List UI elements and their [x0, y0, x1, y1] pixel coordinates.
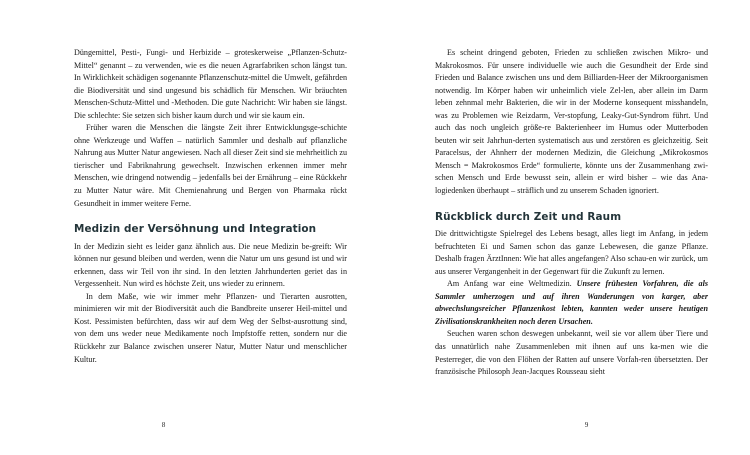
page-number-right: 9 [584, 421, 589, 429]
paragraph: Seuchen waren schon deswegen unbekannt, weil sie vor allem über Tiere und das unnatürlich nahe Zusammenleben mit ihnen auf uns ka-men wie die Pesterreger, die von den Flöhen der Ratten auf unsere Vorfah-ren übersetzten. Der französische Philosoph Jean-Jacques Rousseau sieht [435, 329, 708, 377]
paragraph-lead-text: Am Anfang war eine Weltmedizin. [447, 279, 577, 289]
paragraph-with-emphasis [435, 278, 708, 328]
paragraph: Es scheint dringend geboten, Frieden zu schließen zwischen Mikro- und Makrokosmos. Für unsere individuelle wie auch die Gesundheit der Erde sind Frieden und Balance zwischen uns und dem Billiarden-Heer der Mikroorganismen notwendig. Im Körper haben wir unheimlich viele Zel-len, aber allein im Darm leben zehnmal mehr Bakterien, die wir in der Moderne konsequent misshandeln, was zu Problemen wie Reizdarm, Ver-stopfung, Leaky-Gut-Syndrom führt. Und auch das noch ungleich größe-re Bakterienheer im Humus oder Mutterboden beuten wir seit Jahrhun-derten systematisch aus und zerstören es gleichzeitig. Seit Paracelsus, der Ahnherr der modernen Medizin, die Gleichung „Mikrokosmos Mensch = Makrokosmos Erde“ formulierte, könnte uns der Zusammenhang zwi-schen Mensch und Erde bewusst sein, allein er wird bisher – wie das Ana-logiedenken überhaupt – sträflich und zu unserem Schaden ignoriert. [435, 48, 708, 196]
paragraph: Die drittwichtigste Spielregel des Lebens besagt, alles liegt im Anfang, in jedem befruchteten Ei und Samen schon das ganze Lebewesen, die ganze Pflanze. Deshalb fragen ÄrztInnen: Wie hat alles angefangen? Also schau-en wir zurück, um aus unserer Vergangenheit in der Gegenwart für die Zukunft zu lernen. [435, 229, 708, 276]
section-heading: Rückblick durch Zeit und Raum [435, 210, 622, 223]
paragraph: Düngemittel, Pesti-, Fungi- und Herbizide – groteskerweise „Pflanzen-Schutz-Mittel“ genannt – zu verwenden, wie es die neuen Agrarfabriken schon längst tun. In Wirklichkeit schädigen sogenannte Pflanzenschutz-mittel die Umwelt, gefährden die Biodiversität und sind ungesund bis schädlich für Menschen. Wir bräuchten Menschen-Schutz-Mittel und -Methoden. Die gute Nachricht: Wir haben sie längst. Die schlechte: Sie setzen sich bisher kaum durch und wir sie kaum ein. [74, 48, 347, 120]
paragraph: Früher waren die Menschen die längste Zeit ihrer Entwicklungsge-schichte ohne Werkzeuge und Waffen – natürlich Sammler und deshalb auf pflanzliche Nahrung aus Mutter Natur angewiesen. Nach all dieser Zeit sind sie mehrheitlich zu tierischer und Fabriknahrung gewechselt. Inzwischen erkennen immer mehr Menschen, wie dringend notwendig – jedenfalls bei der Ernährung – eine Rückkehr zu Mutter Natur wäre. Mit Chemienahrung und Bergen von Pharmaka rückt Gesundheit in immer weitere Ferne. [74, 123, 347, 208]
page-right [375, 0, 750, 455]
emphasized-passage: Unsere frühesten Vorfahren, die als Sammler umherzogen und auf ihren Wanderungen von karger, aber abwechslungsreicher Pflanzenkost lebten, kannten weder unsere heutigen Zivilisationskrankheiten noch deren Ursachen. [435, 279, 709, 326]
paragraph: In der Medizin sieht es leider ganz ähnlich aus. Die neue Medizin be-greift: Wir können nur gesund bleiben und werden, wenn die Natur um uns gesund ist und wir erkennen, dass wir Teil von ihr sind. In den letzten Jahrhunderten geriet das in Vergessenheit. Nun wird es höchste Zeit, uns wieder zu erinnern. [74, 241, 347, 289]
section-heading: Medizin der Versöhnung und Integration [74, 223, 317, 236]
text-column-left [74, 47, 347, 366]
text-column-right [435, 47, 708, 379]
page-number-left: 8 [161, 421, 166, 429]
paragraph: In dem Maße, wie wir immer mehr Pflanzen- und Tierarten ausrotten, minimieren wir mit der Biodiversität auch die Bandbreite unserer Heil-mittel und Kost. Pessimisten befürchten, dass wir auf dem Weg der Selbst-ausrottung sind, von dem uns weder neue Medikamente noch Impfstoffe retten, sondern nur die Rückkehr zur Balance zwischen unserer Natur, Mutter Natur und menschlicher Kultur. [74, 291, 347, 364]
